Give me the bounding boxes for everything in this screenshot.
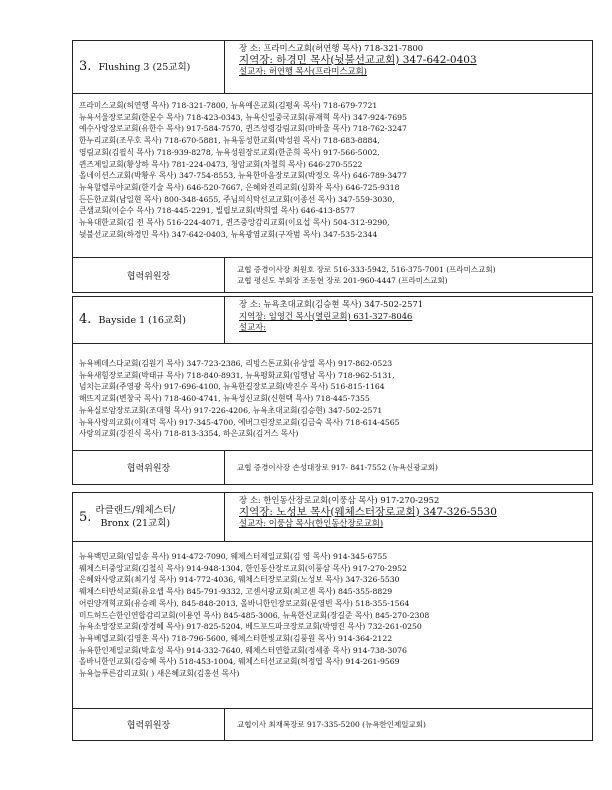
- meeting-info: [225, 493, 592, 541]
- section-header: [73, 41, 592, 94]
- coop-line: 교협이사 최재복장로 917-335-5200 (뉴욕한인제일교회): [237, 719, 426, 729]
- coop-label: 협력위원장: [73, 451, 225, 484]
- regional-leader-text: 지역장: 임영건 목사(열린교회) 631-327-8046: [239, 310, 413, 321]
- section-title-text: Flushing 3 (25교회): [98, 62, 191, 73]
- preacher: 설교자:: [239, 322, 267, 332]
- coop-line: 교협 증경이사장 손성대장로 917- 841-7552 (뉴욕신광교회): [237, 462, 438, 472]
- section-bayside-1: [72, 296, 593, 485]
- church-line: 뉴욕새힘장로교회(박태규 목사) 718-840-8931, 뉴욕평화교회(임행남 목사) 718-962-5131,: [79, 370, 395, 380]
- coop-row: [73, 451, 592, 484]
- coop-info: [225, 451, 592, 484]
- section-title-text: Bayside 1 (16교회): [98, 315, 187, 326]
- church-line: 미드허드슨한인연합감리교회(이용연 목사) 845-485-3006, 뉴욕한신교회(장길준 목사) 845-270-2308: [79, 610, 430, 620]
- section-title-text-2: Bronx (21교회): [100, 518, 171, 529]
- church-line: 넘치는교회(주영광 목사) 917-696-4100, 뉴욕한길장로교회(박진수 목사) 516-815-1164: [79, 382, 385, 392]
- church-line: 든든한교회(남일현 목사) 800-348-4655, 주님의식탁선교교회(이종선 목사) 347-559-3030,: [79, 194, 395, 204]
- section-number: 5.: [79, 509, 92, 525]
- meeting-info: [225, 41, 592, 93]
- regional-leader: 지역장: 노성보 목사(웨체스터장로교회) 347-326-5530: [239, 505, 497, 518]
- coop-info: [225, 709, 592, 740]
- church-line: 예수사랑장로교회(유한수 목사) 917-584-7570, 퀸즈성령강림교회(마바울 목사) 718-762-3247: [79, 124, 407, 134]
- coop-info: [225, 258, 592, 292]
- meeting-place: 장 소: 뉴욕초대교회(김승현 목사) 347-502-2571: [239, 299, 424, 309]
- church-line: 올네이션스교회(박황우 목사) 347-754-8553, 뉴욕한마음장로교회(박정오 목사) 646-789-3477: [79, 171, 407, 181]
- coop-label: 협력위원장: [73, 258, 225, 292]
- church-list: [73, 94, 407, 257]
- section-title-block: [95, 504, 175, 530]
- coop-label: 협력위원장: [73, 709, 225, 740]
- church-line: 사랑의교회(강진식 목사) 718-813-3354, 하은교회(김거스 목사): [79, 429, 299, 439]
- coop-line: 교협 평신도 부회장 조동현 장로 201-960-4447 (프라미스교회): [237, 276, 448, 285]
- church-line: 한누리교회(조무호 목사) 718-670-5881, 뉴욕동성한교회(박성원 목사) 718-683-8884,: [79, 136, 380, 146]
- church-line: 웨체스터반석교회(류요셉 목사) 845-791-9332, 고센서광교회(최고센 목사) 845-355-8829: [79, 587, 393, 597]
- church-line: 뉴욕소망장로교회(장경혜 목사) 917-825-5204, 베드포드파크장로교회(박영진 목사) 732-261-0250: [79, 622, 422, 632]
- section-title-cell: [73, 41, 225, 93]
- church-line: 큰샘교회(이순수 목사) 718-445-2291, 빌립보교회(박희열 목사) 646-413-8577: [79, 206, 355, 216]
- coop-row: [73, 258, 592, 292]
- section-title: [73, 60, 190, 74]
- meeting-place: 장 소: 한인동산장로교회(이풍삼 목사) 917-270-2952: [239, 495, 440, 505]
- preacher: 설교자: 이풍삼 목사(한인동산장로교회): [239, 518, 384, 528]
- section-header: [73, 493, 592, 542]
- section-title: [73, 504, 175, 530]
- church-line: 은혜와사랑교회(최기성 목사) 914-772-4036, 웨체스터장로교회(노성보 목사) 347-326-5530: [79, 575, 400, 585]
- church-line: 뉴욕늘푸른감리교회( ) 새은혜교회(김홍선 목사): [79, 669, 240, 679]
- church-line: 뉴욕한인제일교회(박효성 목사) 914-332-7640, 웨체스터연합교회(정세종 목사) 914-738-3076: [79, 645, 407, 655]
- regional-leader: 지역장: 하경민 목사(뉫불선교교회) 347-642-0403: [239, 53, 477, 66]
- church-line: 뉴욕할렐루야교회(한기술 목사) 646-520-7667, 은혜와진리교회(심화자 목사) 646-725-9318: [79, 182, 400, 192]
- section-number: 4.: [79, 312, 92, 327]
- church-line: 뉴욕서울장로교회(한문수 목사) 718-423-0343, 뉴욕신일중국교회(류재혁 목사) 347-924-7695: [79, 112, 407, 122]
- section-title-cell: [73, 493, 225, 541]
- church-line: 어린양개혁교회(유승례 목사), 845-848-2013, 올바니한인장로교회(문영빈 목사) 518-355-1564: [79, 598, 410, 608]
- church-line: 뉴욕백민교회(임일송 목사) 914-472-7090, 웨체스터제일교회(김 영 목사) 914-345-6755: [79, 552, 388, 561]
- church-line: 영림교회(김필식 목사) 718-939-8278, 뉴욕성원장로교회(한준희 목사) 917-566-5002,: [79, 147, 380, 157]
- church-line: 뉴욕대한교회(김 전 목사) 516-224-4071, 퀸즈중앙감리교회(이요섭 목사) 504-312-9290,: [79, 218, 390, 228]
- section-title-cell: [73, 297, 225, 343]
- church-line: 웨체스터중앙교회(김철식 목사) 914-948-1304, 한인동산장로교회(이풍삼 목사) 917-270-2952: [79, 563, 407, 573]
- meeting-place: 장 소: 프라미스교회(허연행 목사) 718-321-7800: [239, 43, 424, 53]
- church-line: 뉴욕사랑의교회(이재덕 목사) 917-345-4700, 에버그린장로교회(김금숙 목사) 718-614-4565: [79, 417, 400, 427]
- church-line: 해뜨지교회(변창국 목사) 718-460-4741, 뉴욕성신교회(신현택 목사) 718-445-7355: [79, 394, 370, 404]
- section-title: [73, 313, 186, 327]
- section-header: [73, 297, 592, 344]
- meeting-info: [225, 297, 592, 343]
- church-line: 올바니한인교회(김승혜 목사) 518-453-1004, 웨체스터선교교회(허정엽 목사) 914-261-9569: [79, 657, 400, 667]
- church-line: 뉫불선교교회(하경민 목사) 347-642-0403, 뉴욕광염교회(구자범 목사) 347-535-2344: [79, 229, 378, 239]
- church-list: [73, 542, 429, 708]
- church-line: 뉴욕베데스다교회(김원기 목사) 347-723-2386, 리빙스톤교회(유상열 목사) 917-862-0523: [79, 359, 393, 368]
- church-list-row: [73, 344, 592, 451]
- church-line: 퀸즈제일교회(황상하 목사) 781-224-0473, 청암교회(차철희 목사) 646-270-5522: [79, 159, 363, 169]
- church-list: [73, 344, 400, 450]
- church-line: 뉴욕베델교회(김영훈 목사) 718-796-5600, 웨체스터한빛교회(김풍원 목사) 914-364-2122: [79, 633, 393, 643]
- section-rockland-westchester-bronx: [72, 492, 593, 741]
- coop-line: 교협 증경이사장 최원호 장로 516-333-5942, 516-375-7001 (프라미스교회): [237, 264, 496, 274]
- church-line: 뉴욕실로암장로교회(조대형 목사) 917-226-4206, 뉴욕초대교회(김승현) 347-502-2571: [79, 405, 383, 415]
- preacher: 설교자: 허연행 목사(프라미스교회): [239, 66, 367, 76]
- church-list-row: [73, 542, 592, 709]
- section-number: 3.: [79, 59, 92, 74]
- church-line: 프라미스교회(허연행 목사) 718-321-7800, 뉴욕예은교회(김평욱 목사) 718-679-7721: [79, 101, 378, 110]
- section-flushing-3: [72, 40, 593, 293]
- section-title-text: 라클랜드/웨체스터/: [95, 505, 176, 516]
- coop-row: [73, 709, 592, 740]
- regional-leader: [239, 311, 592, 323]
- church-list-row: [73, 94, 592, 258]
